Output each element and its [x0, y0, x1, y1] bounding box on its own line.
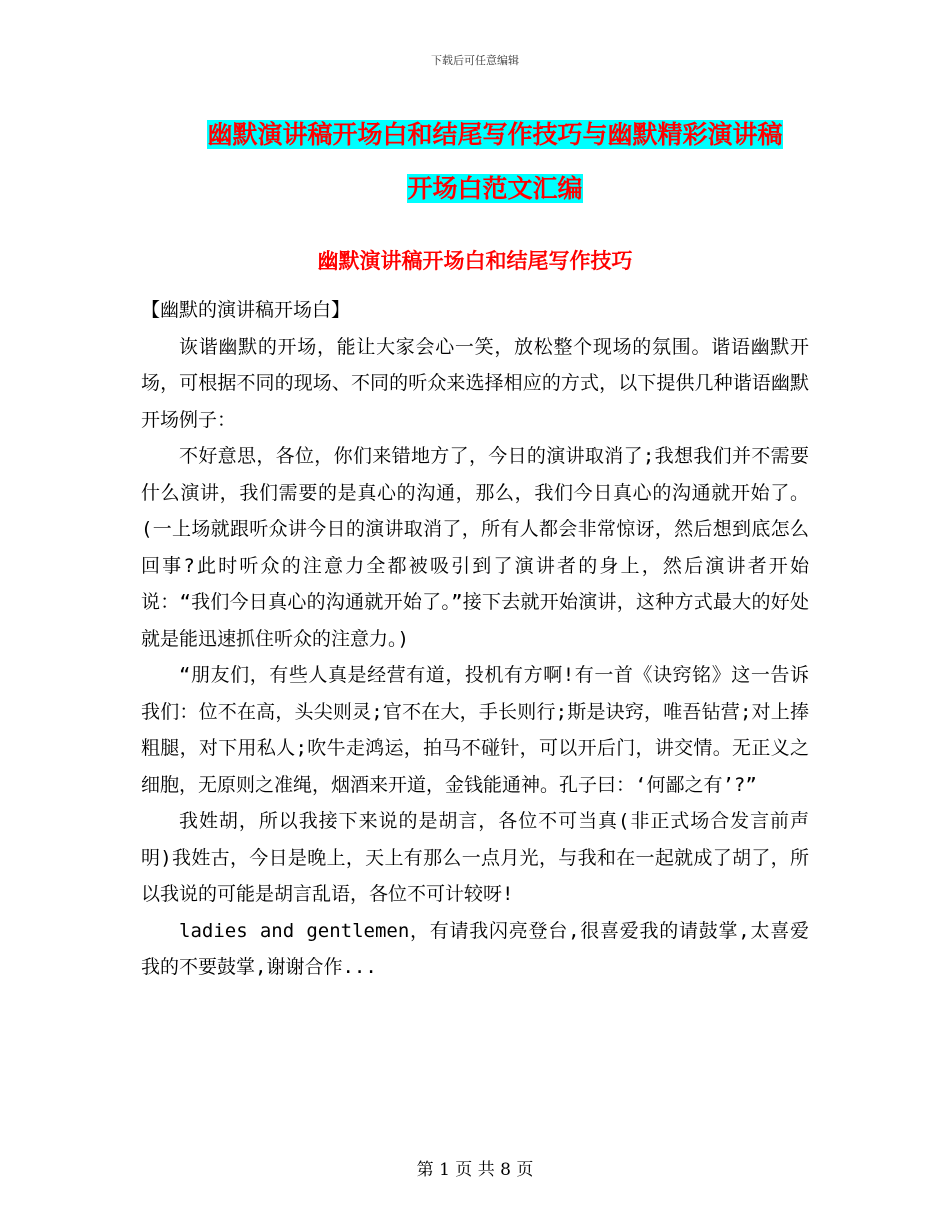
document-body [141, 292, 809, 986]
body-paragraph: 不好意思，各位，你们来错地方了，今日的演讲取消了;我想我们并不需要什么演讲，我们需要的是真心的沟通，那么，我们今日真心的沟通就开始了。(一上场就跟听众讲今日的演讲取消了，所有人都会非常惊讶，然后想到底怎么回事?此时听众的注意力全都被吸引到了演讲者的身上，然后演讲者开始说：“我们今日真心的沟通就开始了。”接下去就开始演讲，这种方式最大的好处就是能迅速抓住听众的注意力。) [141, 445, 809, 650]
document-title [150, 108, 840, 216]
subheading-paragraph: 【幽默的演讲稿开场白】 [141, 299, 351, 321]
section-title: 幽默演讲稿开场白和结尾写作技巧 [317, 249, 633, 273]
body-paragraph: ladies and gentlemen，有请我闪亮登台,很喜爱我的请鼓掌,太喜爱我的不要鼓掌,谢谢合作... [141, 919, 809, 978]
title-line-2: 开场白范文汇编 [407, 174, 583, 203]
title-line-1: 幽默演讲稿开场白和结尾写作技巧与幽默精彩演讲稿 [207, 120, 783, 149]
body-paragraph: 我姓胡，所以我接下来说的是胡言，各位不可当真(非正式场合发言前声明)我姓古，今日是晚上，天上有那么一点月光，与我和在一起就成了胡了，所以我说的可能是胡言乱语，各位不可计较呀! [141, 810, 809, 905]
body-paragraph: “朋友们，有些人真是经营有道，投机有方啊!有一首《诀窍铭》这一告诉我们：位不在高，头尖则灵;官不在大，手长则行;斯是诀窍，唯吾钻营;对上捧粗腿，对下用私人;吹牛走鸿运，拍马不碰针，可以开后门，讲交情。无正义之细胞，无原则之准绳，烟酒来开道，金钱能通神。孔子曰：‘何鄙之有’?” [141, 664, 809, 796]
page-number: 第 1 页 共 8 页 [416, 1160, 534, 1180]
header-note: 下载后可任意编辑 [431, 54, 519, 67]
body-paragraph: 诙谐幽默的开场，能让大家会心一笑，放松整个现场的氛围。谐语幽默开场，可根据不同的现场、不同的听众来选择相应的方式，以下提供几种谐语幽默开场例子： [141, 335, 809, 431]
